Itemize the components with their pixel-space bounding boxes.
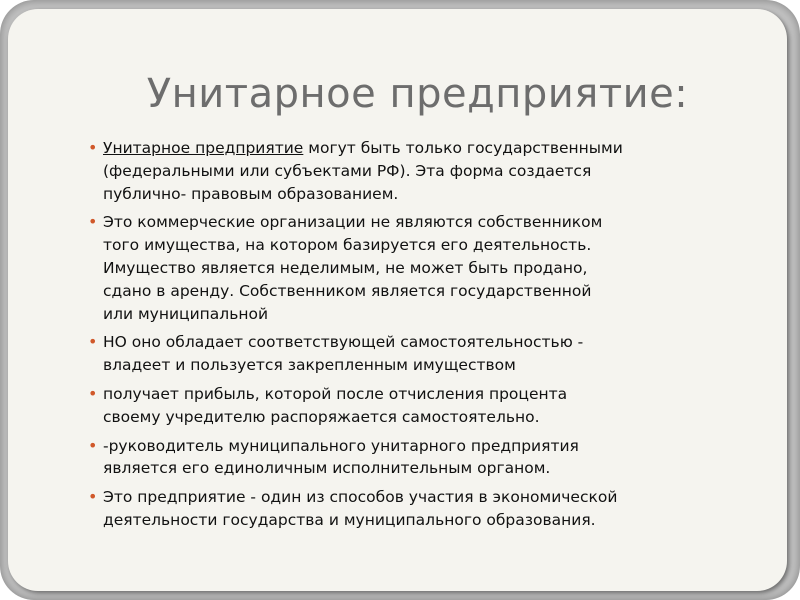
- bullet-line: получает прибыль, которой после отчисления процента: [103, 384, 568, 403]
- bullet-item: [86, 486, 756, 532]
- bullet-line: (федеральными или субъектами РФ). Эта форма создается: [103, 161, 592, 180]
- bullet-dot-icon: •: [88, 138, 98, 157]
- bullet-line: публично- правовым образованием.: [103, 184, 399, 203]
- bullet-dot-icon: •: [88, 332, 98, 352]
- bullet-line: [103, 137, 756, 160]
- bullet-line: деятельности государства и муниципального образования.: [103, 510, 596, 529]
- bullet-line: сдано в аренду. Собственником является государственной: [103, 281, 592, 300]
- bullet-line: своему учредителю распоряжается самостоятельно.: [103, 407, 540, 426]
- slide-title: Унитарное предприятие:: [146, 71, 689, 117]
- bullet-item: [86, 435, 756, 481]
- bullet-line: владеет и пользуется закрепленным имуществом: [103, 356, 516, 375]
- bullet-line: Имущество является неделимым, не может быть продано,: [103, 258, 588, 277]
- bullet-line: или муниципальной: [103, 304, 269, 323]
- bullet-item: [86, 383, 756, 429]
- bullet-line: Это предприятие - один из способов участия в экономической: [103, 488, 618, 507]
- bullet-dot-icon: •: [88, 487, 98, 507]
- bullet-line: того имущества, на котором базируется его деятельность.: [103, 236, 592, 255]
- underlined-term: Унитарное предприятие: [103, 139, 304, 157]
- bullet-dot-icon: •: [88, 212, 98, 232]
- bullet-line: -руководитель муниципального унитарного предприятия: [103, 436, 579, 455]
- bullet-line: Это коммерческие организации не являются собственником: [103, 213, 603, 232]
- bullet-item: [86, 331, 756, 377]
- bullet-list: [86, 137, 756, 538]
- bullet-item: [86, 137, 756, 205]
- bullet-line: НО оно обладает соответствующей самостоятельностью -: [103, 333, 584, 352]
- bullet-dot-icon: •: [88, 383, 98, 403]
- bullet-dot-icon: •: [88, 435, 98, 455]
- bullet-item: [86, 211, 756, 325]
- bullet-text: могут быть только государственными: [303, 139, 623, 157]
- bullet-line: является его единоличным исполнительным органом.: [103, 459, 551, 478]
